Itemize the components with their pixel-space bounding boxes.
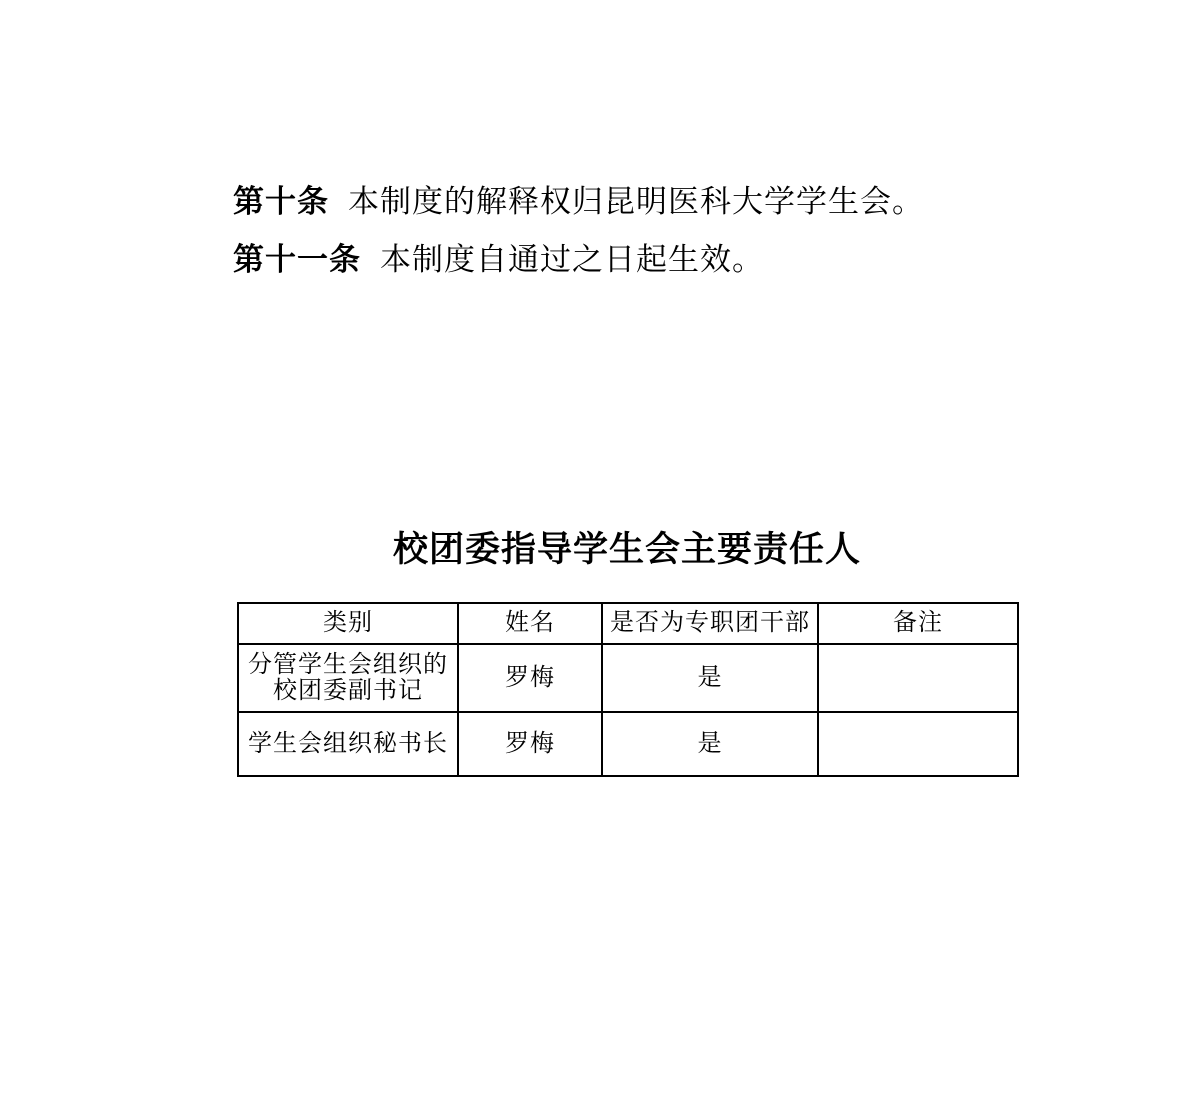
header-cell-fulltime — [602, 603, 818, 644]
header-cell-name — [458, 603, 602, 644]
table-row — [238, 712, 1018, 776]
paragraph-article-10 — [233, 184, 924, 220]
fulltime-value: 是 — [697, 730, 723, 757]
article-11-text: 本制度自通过之日起生效。 — [380, 242, 764, 277]
cell-fulltime — [602, 644, 818, 712]
responsibility-table — [237, 602, 1019, 777]
category-line: 校团委副书记 — [273, 678, 423, 704]
cell-name — [458, 644, 602, 712]
header-name-label: 姓名 — [505, 610, 555, 637]
header-cell-remark — [818, 603, 1018, 644]
article-11-label: 第十一条 — [233, 242, 361, 277]
table-title: 校团委指导学生会主要责任人 — [392, 530, 861, 569]
header-category-label: 类别 — [323, 610, 373, 637]
cell-remark — [818, 644, 1018, 712]
paragraph-article-11 — [233, 242, 764, 278]
name-value: 罗梅 — [505, 664, 555, 691]
cell-fulltime — [602, 712, 818, 776]
cell-name — [458, 712, 602, 776]
table-header-row — [238, 603, 1018, 644]
header-cell-category — [238, 603, 458, 644]
category-line: 学生会组织秘书长 — [248, 730, 448, 757]
category-line: 分管学生会组织的 — [248, 651, 448, 678]
cell-category — [238, 712, 458, 776]
name-value: 罗梅 — [505, 730, 555, 757]
cell-remark — [818, 712, 1018, 776]
article-10-text: 本制度的解释权归昆明医科大学学生会。 — [348, 184, 924, 219]
header-fulltime-label: 是否为专职团干部 — [610, 610, 810, 637]
article-10-label: 第十条 — [233, 184, 329, 219]
fulltime-value: 是 — [697, 664, 723, 691]
table-row — [238, 644, 1018, 712]
cell-category — [238, 644, 458, 712]
header-remark-label: 备注 — [893, 610, 943, 637]
